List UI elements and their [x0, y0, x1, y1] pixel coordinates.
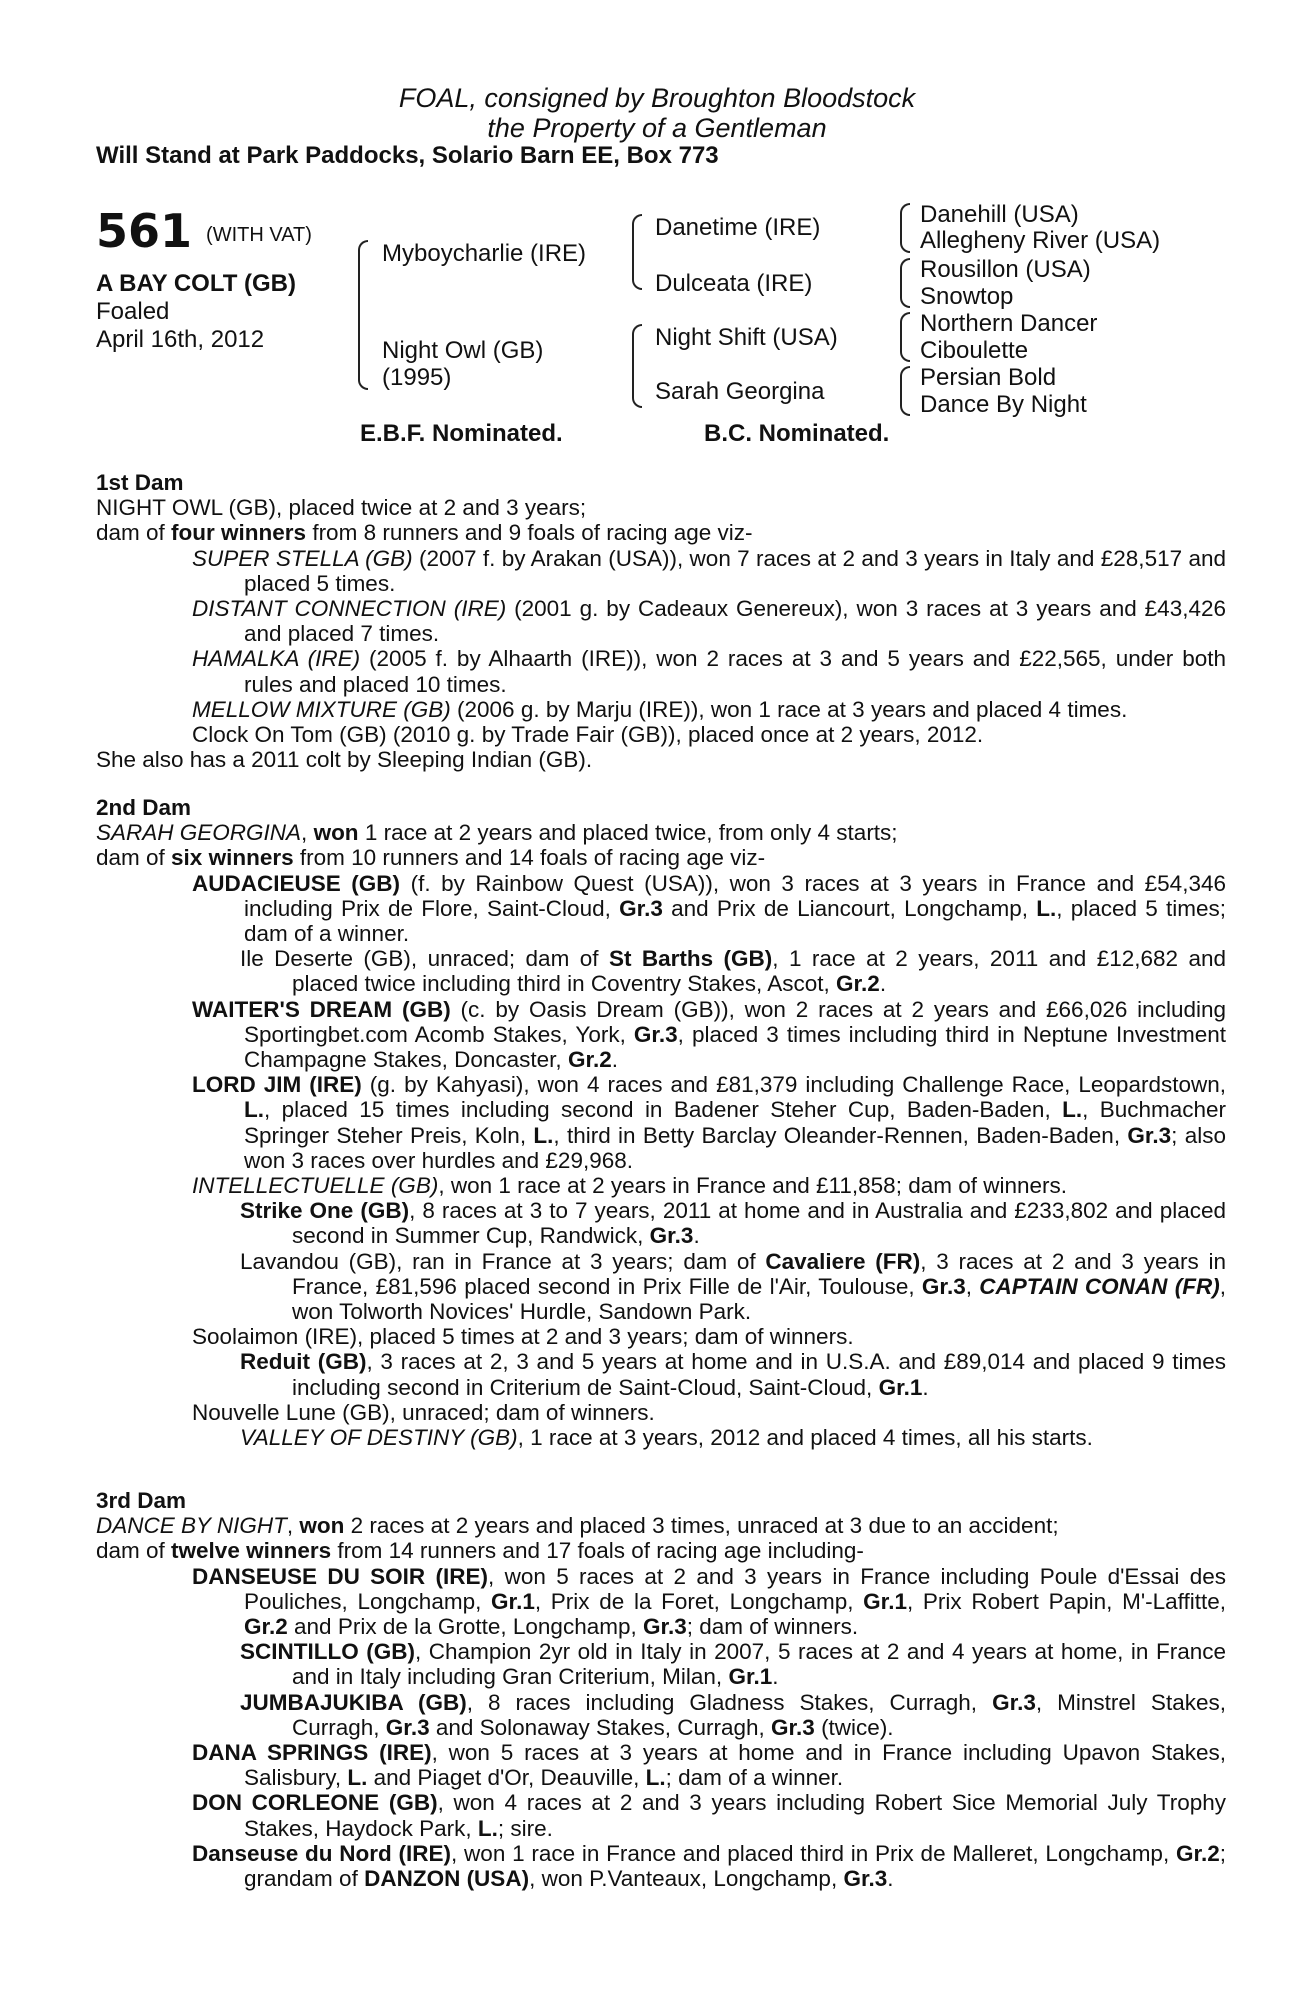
- text-run: , 3 races at 2 and 3 years in France, £81,596 placed second in Prix Fille de l'Air, Toulouse,: [292, 1248, 1226, 1299]
- text-run: Danseuse du Nord (IRE): [192, 1840, 452, 1866]
- text-run: HAMALKA (IRE): [192, 646, 361, 672]
- text-run: DISTANT CONNECTION (IRE): [192, 596, 507, 622]
- pedigree-ssd: Allegheny River (USA): [920, 227, 1161, 254]
- text-run: SARAH GEORGINA: [96, 820, 302, 846]
- text-run: dam of: [96, 1538, 172, 1564]
- text-run: (c. by Oasis Dream (GB)), won 2 races at 2 years and £66,026 including Sportingbet.com Acomb Stakes, York,: [244, 996, 1226, 1047]
- text-run: , won 5 races at 3 years at home and in France including Upavon Stakes, Salisbury,: [244, 1740, 1226, 1791]
- text-run: L.: [1036, 895, 1057, 921]
- text-run: Nouvelle Lune (GB), unraced; dam of winners.: [192, 1399, 655, 1425]
- produce-entry: [96, 946, 1226, 996]
- dam-intro: [96, 820, 1226, 845]
- text-run: Gr.1: [491, 1588, 535, 1614]
- text-run: , placed 15 times including second in Badener Steher Cup, Baden-Baden,: [264, 1097, 1063, 1123]
- text-run: DON CORLEONE (GB): [192, 1790, 438, 1816]
- text-run: and Prix de la Grotte, Longchamp,: [287, 1614, 643, 1640]
- text-run: L.: [244, 1097, 264, 1123]
- text-run: , placed 3 times including third in Neptune Investment Champagne Stakes, Doncaster,: [244, 1021, 1227, 1073]
- text-run: DANA SPRINGS (IRE): [192, 1740, 432, 1766]
- pedigree-sire-dam: Dulceata (IRE): [655, 270, 813, 297]
- text-run: ,: [286, 1513, 300, 1539]
- pedigree-dam-year: (1995): [382, 364, 452, 391]
- text-run: L.: [1062, 1097, 1083, 1123]
- text-run: won: [299, 1513, 345, 1539]
- text-run: twelve winners: [171, 1538, 332, 1564]
- dam-produce-summary: [96, 845, 1226, 870]
- text-run: Ile Deserte (GB), unraced; dam of: [240, 946, 609, 972]
- pedigree-ddd: Dance By Night: [920, 391, 1087, 418]
- text-run: Soolaimon (IRE), placed 5 times at 2 and 3 years; dam of winners.: [192, 1324, 854, 1350]
- text-run: .: [879, 971, 887, 997]
- text-run: and Solonaway Stakes, Curragh,: [429, 1714, 772, 1740]
- text-run: four winners: [171, 520, 307, 546]
- text-run: Reduit (GB): [240, 1349, 367, 1375]
- text-run: ; grandam of: [244, 1840, 1226, 1892]
- text-run: L.: [347, 1765, 368, 1791]
- section-heading: 2nd Dam: [96, 795, 192, 820]
- lot-description: [96, 270, 296, 354]
- pedigree-sire-sire: Danetime (IRE): [655, 214, 821, 241]
- text-run: , 1 race at 3 years, 2012 and placed 4 times, all his starts.: [517, 1425, 1093, 1451]
- text-run: LORD JIM (IRE): [192, 1072, 362, 1098]
- produce-note: [96, 747, 1226, 772]
- pedigree-dam-dam: Sarah Georgina: [655, 378, 825, 405]
- text-run: CAPTAIN CONAN (FR): [979, 1273, 1220, 1299]
- text-run: Clock On Tom (GB) (2010 g. by Trade Fair (GB)), placed once at 2 years, 2012.: [192, 722, 984, 748]
- text-run: Gr.1: [878, 1374, 923, 1400]
- produce-entry: [96, 1841, 1226, 1891]
- stand-location: Will Stand at Park Paddocks, Solario Barn EE, Box 773: [96, 142, 719, 169]
- text-run: (2007 f. by Arakan (USA)), won 7 races at 2 and 3 years in Italy and £28,517 and placed 5 times.: [244, 545, 1226, 596]
- text-run: (twice).: [814, 1714, 894, 1740]
- produce-entry: [96, 1173, 1226, 1198]
- text-run: L.: [645, 1765, 666, 1791]
- pedigree-brace: [900, 203, 910, 253]
- produce-entry: [96, 697, 1226, 722]
- pedigree-brace: [900, 258, 910, 308]
- text-run: and Piaget d'Or, Deauville,: [367, 1765, 646, 1791]
- text-run: Gr.3: [771, 1714, 815, 1740]
- text-run: 2 races at 2 years and placed 3 times, unraced at 3 due to an accident;: [344, 1513, 1059, 1539]
- text-run: won: [313, 820, 359, 846]
- pedigree-dds: Persian Bold: [920, 364, 1057, 391]
- text-run: dam of: [96, 520, 172, 546]
- text-run: Strike One (GB): [240, 1198, 410, 1224]
- pedigree-dss: Northern Dancer: [920, 310, 1098, 337]
- dam-produce-summary: [96, 1538, 1226, 1563]
- pedigree-brace: [632, 214, 642, 290]
- text-run: , won P.Vanteaux, Longchamp,: [529, 1866, 844, 1892]
- text-run: AUDACIEUSE (GB): [192, 870, 401, 896]
- vat-label: (WITH VAT): [206, 224, 312, 246]
- text-run: SUPER STELLA (GB): [192, 545, 413, 571]
- third-dam-section: [96, 1488, 1226, 1891]
- first-dam-section: [96, 470, 1226, 772]
- produce-entry: [96, 596, 1226, 646]
- text-run: , placed 5 times; dam of a winner.: [244, 895, 1226, 947]
- text-run: , won 5 races at 2 and 3 years in France including Poule d'Essai des Pouliches, Longchamp,: [244, 1563, 1227, 1614]
- produce-entry: [96, 1400, 1226, 1425]
- text-run: .: [611, 1047, 618, 1073]
- text-run: .: [922, 1374, 929, 1400]
- text-run: six winners: [171, 845, 294, 871]
- produce-entry: [96, 1349, 1226, 1399]
- text-run: SCINTILLO (GB): [240, 1639, 416, 1665]
- pedigree-brace: [632, 324, 642, 408]
- pedigree-sdd: Snowtop: [920, 283, 1014, 310]
- text-run: WAITER'S DREAM (GB): [192, 996, 451, 1022]
- text-run: Gr.2: [244, 1614, 288, 1640]
- section-heading: 1st Dam: [96, 470, 184, 495]
- text-run: , won 1 race in France and placed third in Prix de Malleret, Longchamp,: [451, 1840, 1176, 1866]
- text-run: DANCE BY NIGHT: [96, 1513, 287, 1539]
- text-run: , Minstrel Stakes, Curragh,: [292, 1689, 1226, 1740]
- text-run: , Prix de la Foret, Longchamp,: [534, 1588, 864, 1614]
- pedigree-sire: Myboycharlie (IRE): [382, 240, 587, 267]
- text-run: L.: [477, 1815, 498, 1841]
- produce-entry: [96, 722, 1226, 747]
- text-run: Gr.3: [649, 1223, 694, 1249]
- pedigree-dam: Night Owl (GB): [382, 337, 544, 364]
- text-run: Gr.3: [1127, 1122, 1172, 1148]
- text-run: (2001 g. by Cadeaux Genereux), won 3 races at 3 years and £43,426 and placed 7 times.: [244, 596, 1226, 647]
- produce-entry: [96, 1324, 1226, 1349]
- text-run: , Prix Robert Papin, M'-Laffitte,: [906, 1588, 1226, 1614]
- text-run: (f. by Rainbow Quest (USA)), won 3 races at 3 years in France and £54,346 including Prix de Flore, Saint-Cloud,: [244, 870, 1226, 921]
- text-run: , Buchmacher Springer Steher Preis, Koln,: [244, 1097, 1227, 1148]
- pedigree-dam-sire: Night Shift (USA): [655, 324, 838, 351]
- text-run: dam of: [96, 845, 172, 871]
- text-run: Gr.3: [921, 1273, 966, 1299]
- text-run: Lavandou (GB), ran in France at 3 years; dam of: [240, 1248, 766, 1274]
- lot-heading: [96, 205, 312, 257]
- text-run: ; dam of winners.: [686, 1614, 859, 1640]
- dam-produce-summary: [96, 520, 1226, 545]
- text-run: (2006 g. by Marju (IRE)), won 1 race at 3 years and placed 4 times.: [450, 696, 1128, 722]
- text-run: Gr.2: [1175, 1840, 1220, 1866]
- text-run: and Prix de Liancourt, Longchamp,: [662, 895, 1037, 921]
- second-dam-section: [96, 795, 1226, 1450]
- text-run: Cavaliere (FR): [765, 1248, 921, 1274]
- text-run: VALLEY OF DESTINY (GB): [240, 1425, 518, 1451]
- text-run: , 1 race at 2 years, 2011 and £12,682 and placed twice including third in Coventry Stakes, Ascot,: [292, 946, 1226, 997]
- text-run: .: [772, 1664, 779, 1690]
- text-run: ; sire.: [497, 1815, 553, 1841]
- text-run: JUMBAJUKIBA (GB): [240, 1689, 467, 1715]
- text-run: .: [693, 1223, 700, 1249]
- produce-entry: [96, 1198, 1226, 1248]
- text-run: (g. by Kahyasi), won 4 races and £81,379 including Challenge Race, Leopardstown,: [361, 1072, 1226, 1098]
- produce-entry: [96, 997, 1226, 1073]
- consignor-line: FOAL, consigned by Broughton Bloodstock: [398, 83, 916, 113]
- text-run: Gr.3: [385, 1714, 430, 1740]
- pedigree-brace: [358, 240, 368, 390]
- pedigree-brace: [900, 366, 910, 416]
- text-run: , won Tolworth Novices' Hurdle, Sandown Park.: [292, 1273, 1226, 1325]
- produce-entry: [96, 1790, 1226, 1840]
- text-run: (2005 f. by Alhaarth (IRE)), won 2 races at 3 and 5 years and £22,565, under both rules and placed 10 times.: [244, 646, 1226, 697]
- text-run: , 3 races at 2, 3 and 5 years at home and in U.S.A. and £89,014 and placed 9 times including second in Criterium de Saint-Cloud, Saint-Cloud,: [292, 1349, 1227, 1400]
- foaled-date: April 16th, 2012: [96, 326, 265, 353]
- text-run: , third in Betty Barclay Oleander-Rennen, Baden-Baden,: [553, 1122, 1128, 1148]
- text-run: DANSEUSE DU SOIR (IRE): [192, 1563, 489, 1589]
- text-run: Gr.3: [992, 1689, 1036, 1715]
- lot-name: A BAY COLT (GB): [96, 270, 297, 297]
- produce-entry: [96, 546, 1226, 596]
- text-run: MELLOW MIXTURE (GB): [192, 696, 451, 722]
- text-run: ,: [965, 1273, 980, 1299]
- text-run: Gr.1: [728, 1664, 773, 1690]
- text-run: , Champion 2yr old in Italy in 2007, 5 races at 2 and 4 years at home, in France and in Italy including Gran Criterium, Milan,: [292, 1639, 1226, 1690]
- text-run: , 8 races at 3 to 7 years, 2011 at home and in Australia and £233,802 and placed second in Summer Cup, Randwick,: [292, 1198, 1226, 1249]
- produce-entry: [96, 1740, 1226, 1790]
- text-run: Gr.3: [642, 1614, 687, 1640]
- text-run: Gr.2: [836, 971, 880, 997]
- text-run: INTELLECTUELLE (GB): [192, 1173, 439, 1199]
- section-heading: 3rd Dam: [96, 1488, 187, 1513]
- produce-entry: [96, 1072, 1226, 1173]
- text-run: , won 1 race at 2 years in France and £11,858; dam of winners.: [438, 1173, 1068, 1199]
- text-run: ,: [301, 820, 314, 846]
- pedigree-sss: Danehill (USA): [920, 201, 1079, 228]
- text-run: Gr.1: [863, 1588, 907, 1614]
- text-run: Gr.3: [633, 1021, 678, 1047]
- text-run: L.: [533, 1122, 554, 1148]
- bc-nomination: B.C. Nominated.: [704, 420, 890, 447]
- dam-intro: [96, 1513, 1226, 1538]
- property-line: the Property of a Gentleman: [487, 113, 827, 143]
- produce-entry: [96, 1425, 1226, 1450]
- text-run: , 8 races including Gladness Stakes, Curragh,: [466, 1689, 993, 1715]
- pedigree-dsd: Ciboulette: [920, 337, 1029, 364]
- produce-entry: [96, 646, 1226, 696]
- produce-entry: [96, 1639, 1226, 1689]
- text-run: Gr.3: [619, 895, 663, 921]
- text-run: Gr.2: [567, 1047, 612, 1073]
- produce-entry: [96, 1564, 1226, 1640]
- lot-number: 561: [96, 204, 193, 258]
- text-run: She also has a 2011 colt by Sleeping Indian (GB).: [96, 747, 593, 773]
- text-run: , won 4 races at 2 and 3 years including Robert Sice Memorial July Trophy Stakes, Haydock Park,: [244, 1790, 1226, 1841]
- text-run: from 14 runners and 17 foals of racing age including-: [331, 1538, 864, 1564]
- text-run: ; dam of a winner.: [665, 1765, 844, 1791]
- text-run: ; also won 3 races over hurdles and £29,968.: [244, 1122, 1227, 1173]
- produce-entry: [96, 1690, 1226, 1740]
- text-run: from 10 runners and 14 foals of racing age viz-: [293, 845, 766, 871]
- text-run: DANZON (USA): [364, 1866, 530, 1892]
- foaled-label: Foaled: [96, 298, 170, 325]
- produce-entry: [96, 1249, 1226, 1325]
- text-run: Gr.3: [843, 1866, 888, 1892]
- text-run: from 8 runners and 9 foals of racing age viz-: [306, 520, 753, 546]
- text-run: St Barths (GB): [608, 946, 773, 972]
- pedigree-brace: [900, 312, 910, 362]
- dam-intro: [96, 495, 1226, 520]
- text-run: 1 race at 2 years and placed twice, from only 4 starts;: [358, 820, 898, 846]
- text-run: .: [887, 1866, 894, 1892]
- pedigree-sds: Rousillon (USA): [920, 256, 1091, 283]
- text-run: NIGHT OWL (GB), placed twice at 2 and 3 years;: [96, 495, 587, 521]
- produce-entry: [96, 871, 1226, 947]
- ebf-nomination: E.B.F. Nominated.: [360, 420, 563, 447]
